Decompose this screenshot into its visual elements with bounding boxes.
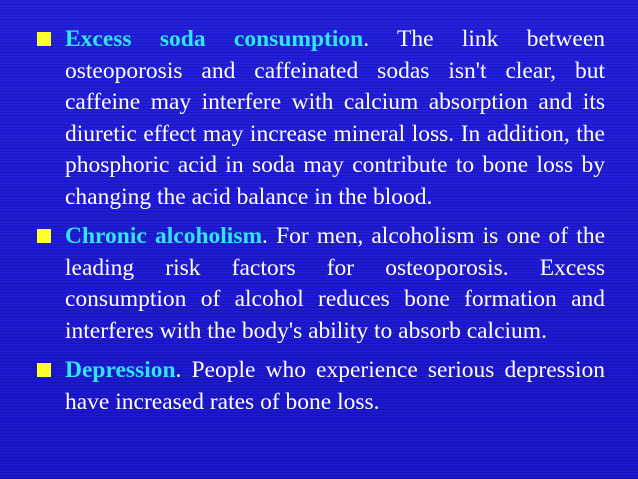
bullet-body: . The link between osteoporosis and caffeinated sodas isn't clear, but caffeine may interfere with calcium absorption and its diuretic effect may increase mineral loss. In addition, the phosphoric acid in soda may contribute to bone loss by changing the acid balance in the blood.: [65, 26, 606, 210]
square-bullet-icon: [37, 363, 51, 377]
bullet-body: . People who experience serious depression have increased rates of bone loss.: [65, 357, 605, 415]
bullet-term: Depression: [65, 357, 176, 383]
bullet-body: . For men, alcoholism is one of the leading risk factors for osteoporosis. Excess consumption of alcohol reduces bone formation and interferes with the body's ability to absorb calcium.: [65, 223, 605, 344]
bullet-item-excess-soda: [33, 24, 605, 213]
bullet-paragraph: [65, 221, 605, 347]
bullet-term: Chronic alcoholism: [65, 223, 263, 249]
bullet-paragraph: [65, 24, 605, 213]
bullet-item-chronic-alcoholism: [33, 221, 605, 347]
bullet-term: Excess soda consumption: [65, 26, 364, 52]
bullet-item-depression: [33, 355, 605, 418]
square-bullet-icon: [37, 229, 51, 243]
bullet-paragraph: [65, 355, 605, 418]
square-bullet-icon: [37, 32, 51, 46]
